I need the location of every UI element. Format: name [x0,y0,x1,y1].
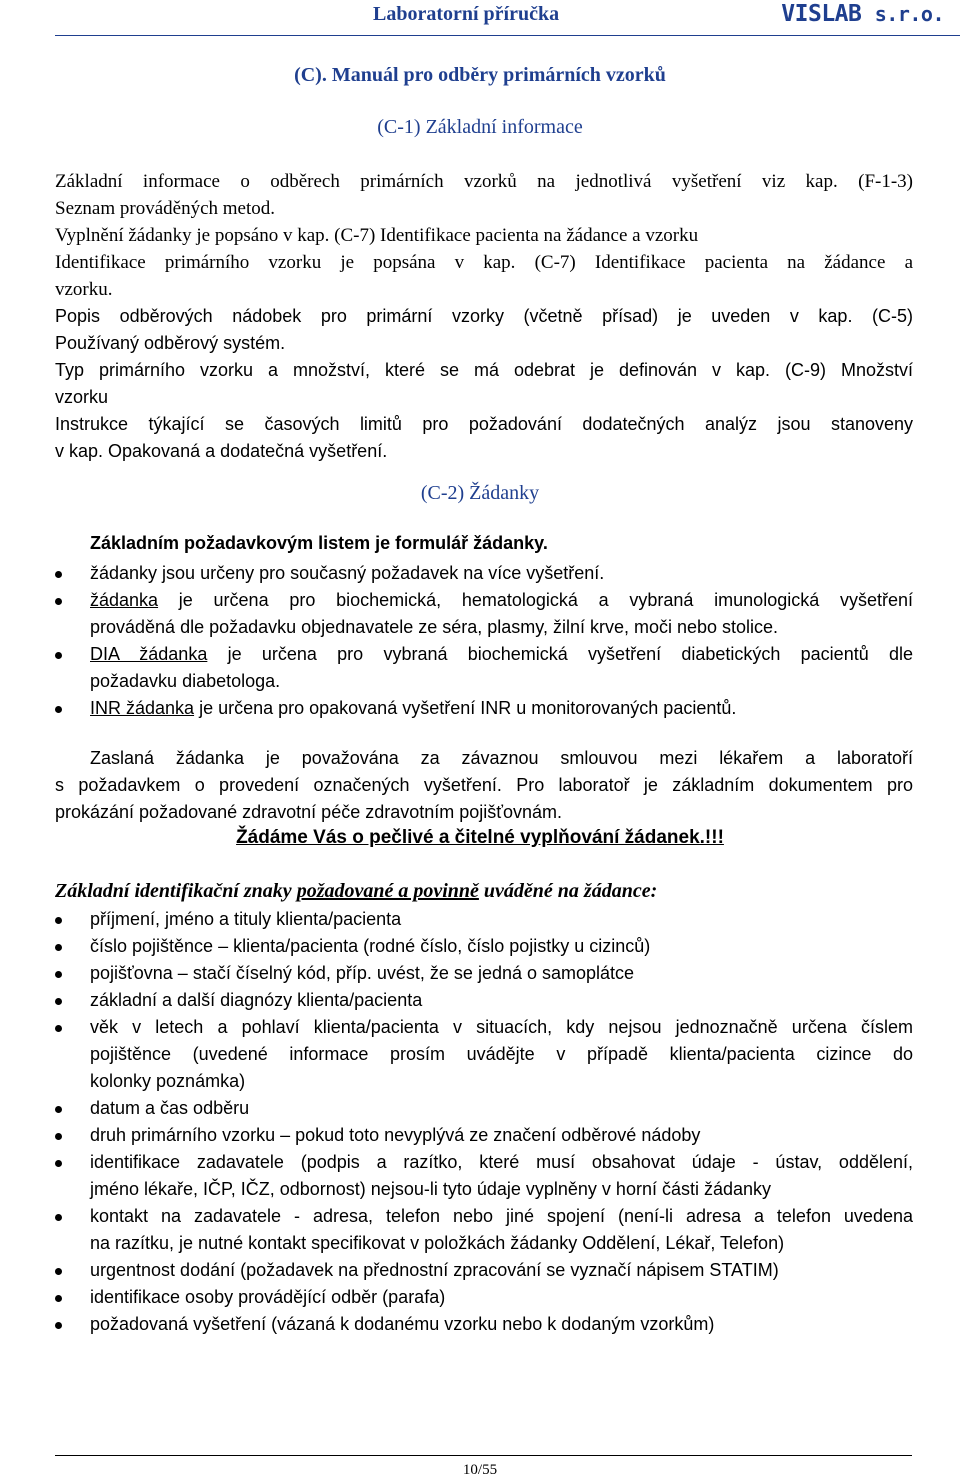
text-line: v kap. Opakovaná a dodatečná vyšetření. [55,441,388,461]
text-line: s požadavkem o provedení označených vyšetření. Pro laboratoř je základním dokumentem pro [55,775,913,795]
bullet-icon [55,917,62,924]
bullet-icon [55,1214,62,1221]
bullet-icon [55,1106,62,1113]
text-line: Používaný odběrový systém. [55,333,286,353]
request-types-list [0,560,960,722]
text-line: druh primárního vzorku – pokud toto nevyplývá ze značení odběrové nádoby [90,1125,701,1145]
list-item [0,1203,913,1257]
list-item [0,960,913,987]
bullet-icon [55,571,62,578]
list-item [0,1257,913,1284]
text-line: vzorku [55,387,109,407]
text-line: základní a další diagnózy klienta/pacienta [90,990,423,1010]
header-divider [55,35,960,36]
list-item [0,1311,913,1338]
list-item [0,1095,913,1122]
text-line: identifikace osoby provádějící odběr (parafa) [90,1287,446,1307]
section-title-requests: (C-2) Žádanky [420,482,540,504]
text-line: DIA žádanka je určena pro vybraná biochemická vyšetření diabetických pacientů dle [90,644,914,664]
list-item [0,933,913,960]
text-line: prováděná dle požadavku objednavatele ze séra, plasmy, žilní krve, moči nebo stolice. [90,617,779,637]
basic-info-text [55,168,913,465]
list-item [0,1122,913,1149]
text-line: Seznam prováděných metod. [55,198,276,219]
bullet-icon [55,652,62,659]
page-number: 10/55 [462,1462,498,1478]
list-item [0,1149,913,1203]
text-line: na razítku, je nutné kontakt specifikovat v položkách žádanky Oddělení, Lékař, Telefon) [90,1233,785,1253]
bullet-icon [55,1322,62,1329]
page-header [0,0,960,40]
list-item [0,560,913,587]
text-line: pojištěnce (uvedené informace prosím uvádějte v případě klienta/pacienta cizince do [90,1044,913,1064]
text-line: požadavku diabetologa. [90,671,281,691]
company-logo [781,1,944,27]
section-title-basic-info: (C-1) Základní informace [377,116,583,138]
text-line: Instrukce týkající se časových limitů pro požadování dodatečných analýz jsou stanoveny [55,414,913,434]
request-term: žádanka [90,590,159,610]
text-line: INR žádanka je určena pro opakovaná vyšetření INR u monitorovaných pacientů. [90,698,737,718]
list-item [0,587,913,641]
text-line: kontakt na zadavatele - adresa, telefon nebo jiné spojení (není-li adresa a telefon uvedena [90,1206,913,1226]
bullet-icon [55,944,62,951]
bullet-icon [55,1025,62,1032]
text-line: Typ primárního vzorku a množství, které se má odebrat je definován v kap. (C-9) Množství [55,360,913,380]
text-line: číslo pojištěnce – klienta/pacienta (rodné číslo, číslo pojistky u cizinců) [90,936,651,956]
text-line: žádanky jsou určeny pro současný požadavek na více vyšetření. [90,563,605,583]
list-item [0,1284,913,1311]
logo-suffix: s.r.o. [874,2,944,26]
text-line: Identifikace primárního vzorku je popsána v kap. (C-7) Identifikace pacienta na žádance a [55,252,913,273]
text-line: vzorku. [55,279,113,300]
bullet-icon [55,1133,62,1140]
text-line: kolonky poznámka) [90,1071,246,1091]
text-line: požadovaná vyšetření (vázaná k dodanému vzorku nebo k dodaným vzorkům) [90,1314,715,1334]
bullet-icon [55,971,62,978]
fill-in-appeal: Žádáme Vás o pečlivé a čitelné vyplňování žádanek.!!! [236,827,724,848]
text-line: urgentnost dodání (požadavek na přednostní zpracování se vyznačí nápisem STATIM) [90,1260,779,1280]
requests-subheading: Základním požadavkovým listem je formulář žádanky. [90,533,548,553]
logo-main: VISLAB [781,1,862,27]
text-line: příjmení, jméno a tituly klienta/pacienta [90,909,402,929]
chapter-title: (C). Manuál pro odběry primárních vzorků [294,64,666,86]
request-term: DIA žádanka [90,644,208,664]
header-title: Laboratorní příručka [373,3,560,25]
text-line: pojišťovna – stačí číselný kód, příp. uvést, že se jedná o samoplátce [90,963,635,983]
bullet-icon [55,706,62,713]
contract-paragraph [55,745,913,826]
footer-divider [55,1455,912,1456]
text-line: identifikace zadavatele (podpis a razítko, které musí obsahovat údaje - ústav, oddělení, [90,1152,913,1172]
bullet-icon [55,598,62,605]
text-line: Zaslaná žádanka je považována za závaznou smlouvou mezi lékařem a laboratoří [90,748,913,768]
text-line: Základní informace o odběrech primárních vzorků na jednotlivá vyšetření viz kap. (F-1-3) [55,171,913,192]
bullet-icon [55,1268,62,1275]
list-item [0,906,913,933]
list-item [0,641,913,695]
text-line: jméno lékaře, IČP, IČZ, odbornost) nejsou-li tyto údaje vyplněny v horní části žádanky [90,1179,772,1199]
identification-heading: Základní identifikační znaky požadované a povinně uváděné na žádance: [55,880,658,902]
list-item [0,695,913,722]
identification-list [0,906,960,1338]
text-line: prokázání požadované zdravotní péče zdravotním pojišťovnám. [55,802,563,822]
text-line: Vyplnění žádanky je popsáno v kap. (C-7) Identifikace pacienta na žádance a vzorku [55,225,699,246]
bullet-icon [55,998,62,1005]
request-term: INR žádanka [90,698,195,718]
list-item [0,1014,913,1095]
text-line: žádanka je určena pro biochemická, hematologická a vybraná imunologická vyšetření [90,590,913,610]
bullet-icon [55,1160,62,1167]
text-line: věk v letech a pohlaví klienta/pacienta v situacích, kdy nejsou jednoznačně určena číslem [90,1017,913,1037]
list-item [0,987,913,1014]
bullet-icon [55,1295,62,1302]
text-line: Popis odběrových nádobek pro primární vzorky (včetně přísad) je uveden v kap. (C-5) [55,306,913,326]
text-line: datum a čas odběru [90,1098,250,1118]
